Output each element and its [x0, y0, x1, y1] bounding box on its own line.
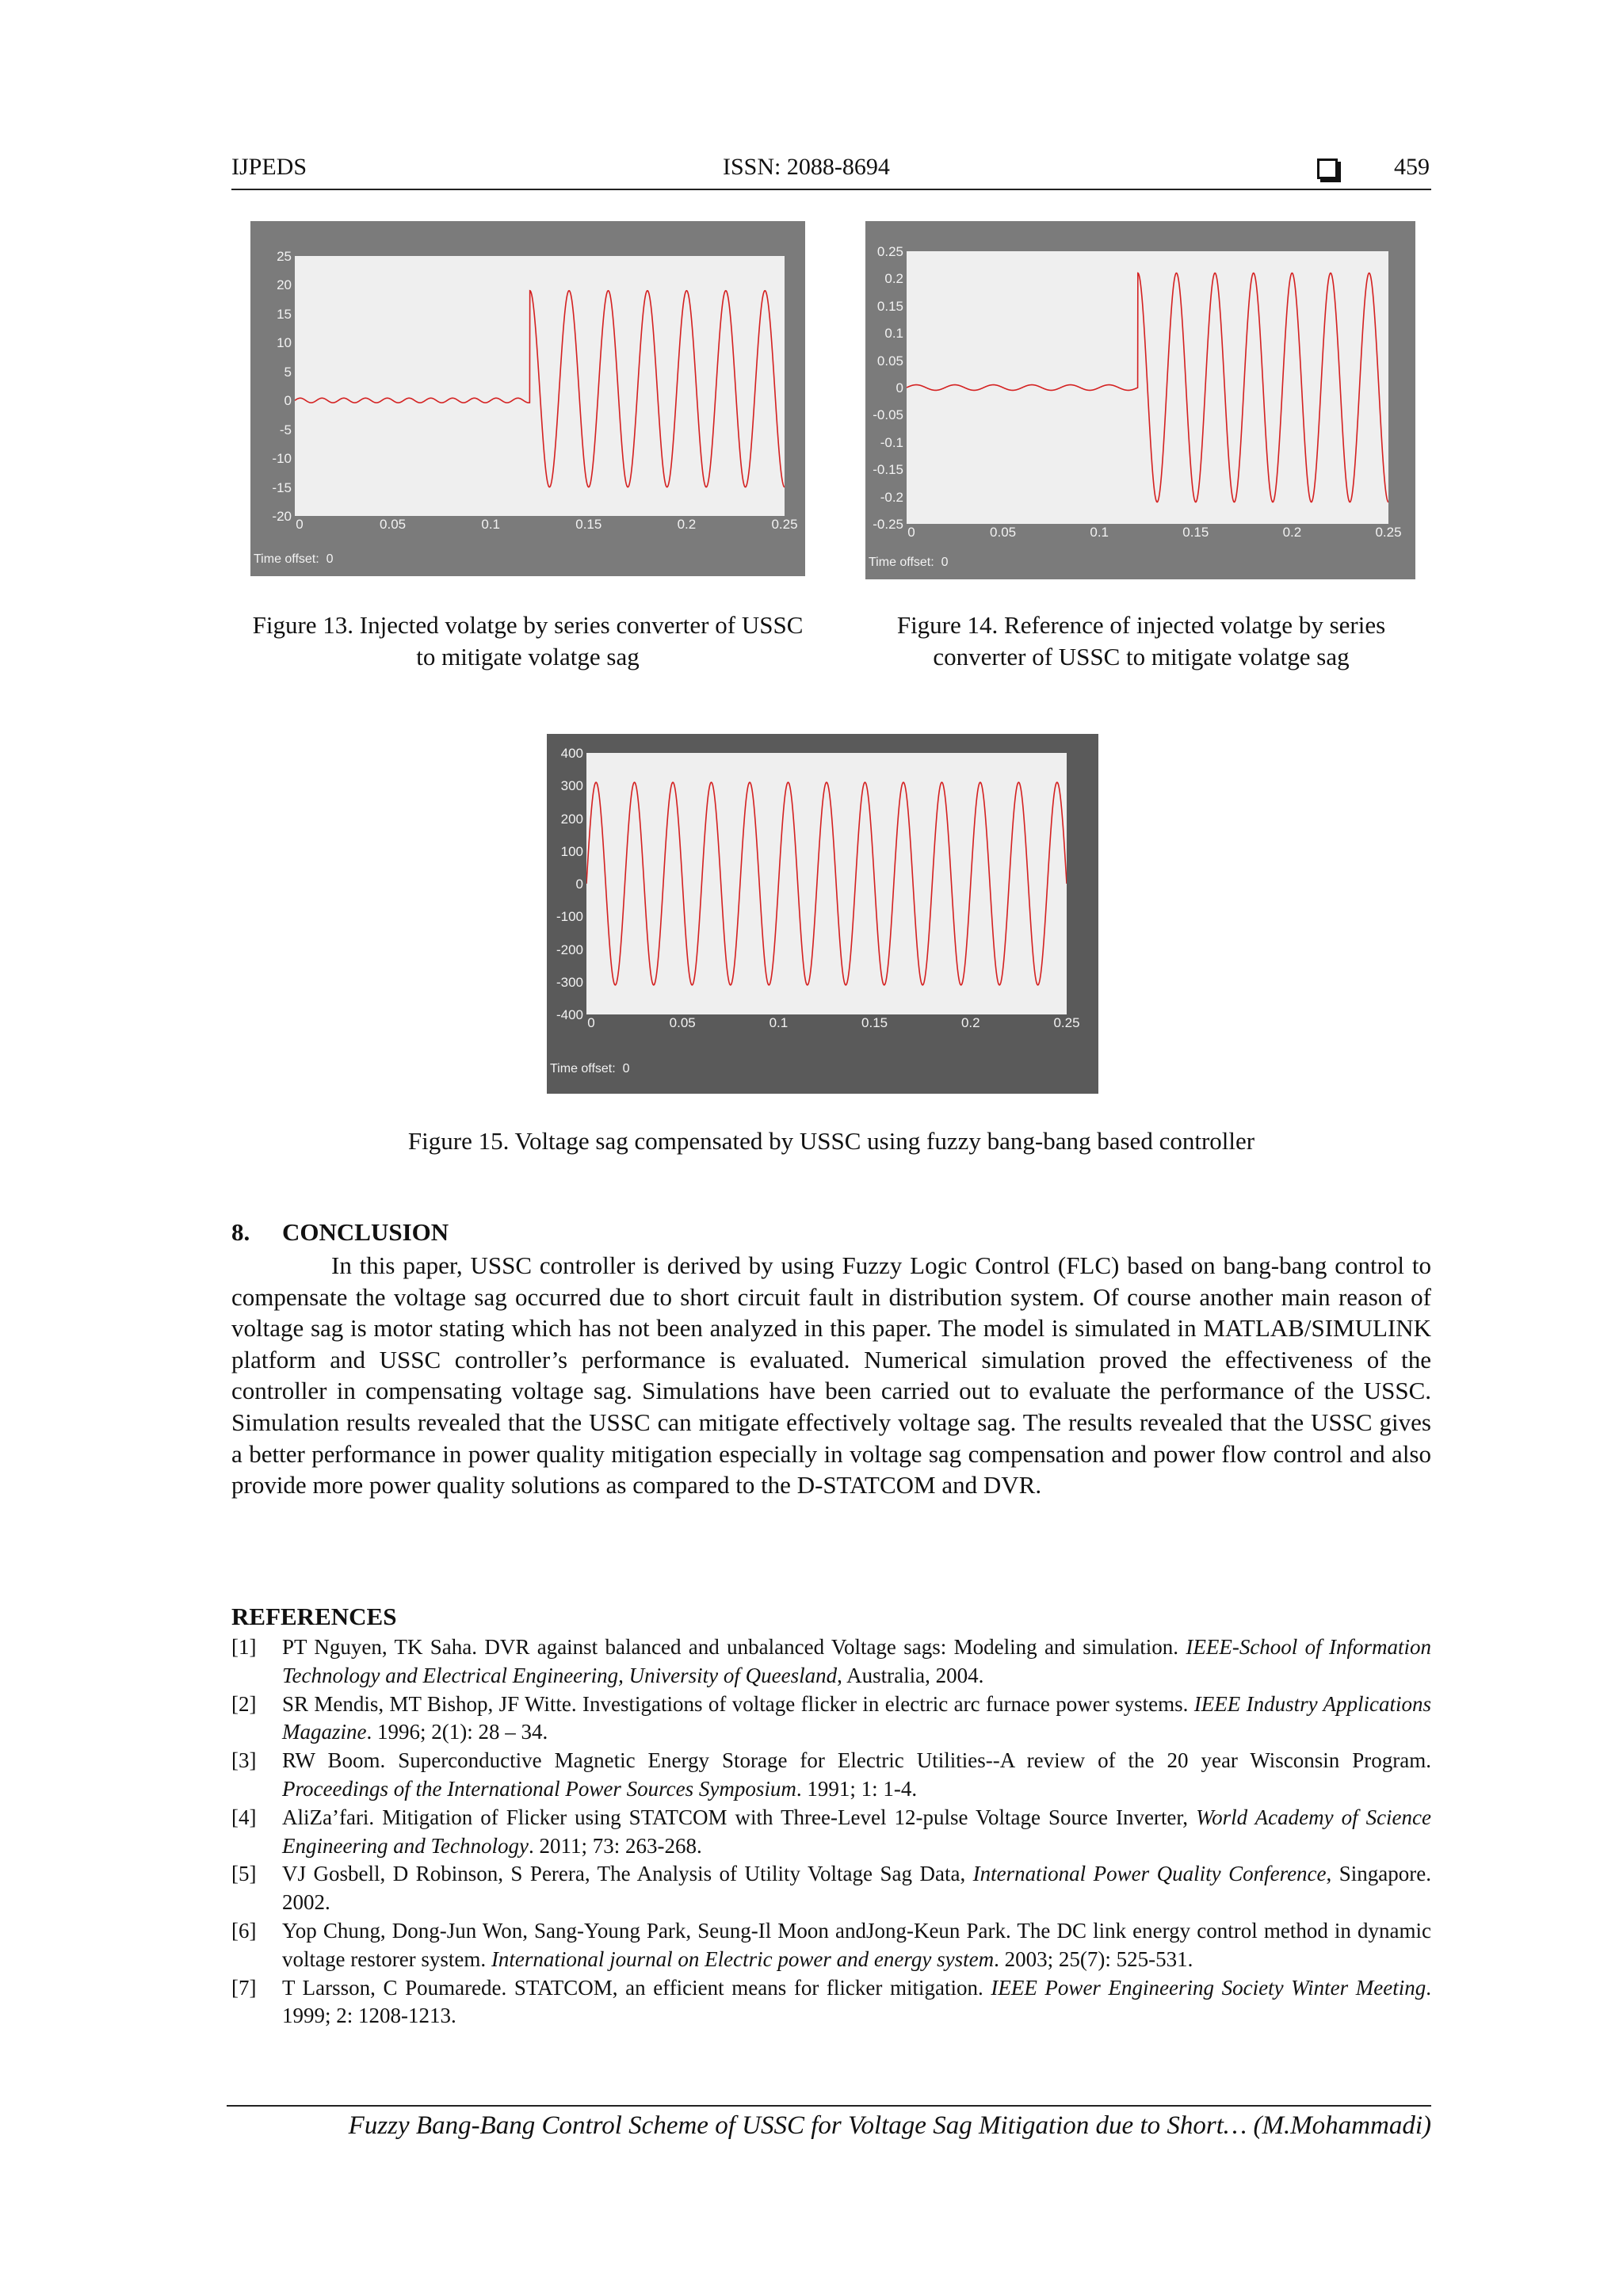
- footer-text: Fuzzy Bang-Bang Control Scheme of USSC for Voltage Sag Mitigation due to Short… (M.Mohammadi): [348, 2111, 1431, 2140]
- reference-text: PT Nguyen, TK Saha. DVR against balanced and unbalanced Voltage sags: Modeling and simulation.: [282, 1635, 1186, 1659]
- reference-item: [231, 1860, 1431, 1917]
- reference-tail: . 1999; 2: 1208-1213.: [282, 1975, 1431, 2028]
- figure-14-chart: [907, 251, 1388, 524]
- reference-text: SR Mendis, MT Bishop, JF Witte. Investigations of voltage flicker in electric arc furnace power systems.: [282, 1691, 1194, 1716]
- reference-number: [6]: [231, 1918, 257, 1943]
- page-footer: [227, 2105, 1431, 2140]
- x-tick-label: 0: [907, 525, 915, 540]
- reference-journal: IEEE-School of Information Technology and Electrical Engineering, University of Queesland: [282, 1635, 1431, 1687]
- x-tick-label: 0.15: [861, 1015, 888, 1030]
- y-tick-label: -100: [556, 909, 583, 925]
- y-tick-label: -200: [556, 942, 583, 957]
- y-tick-label: 0.25: [876, 244, 903, 259]
- y-tick-label: 300: [560, 778, 583, 794]
- y-tick-label: -5: [279, 422, 292, 437]
- figure-13-plot-area: [295, 256, 785, 516]
- reference-journal: International Power Quality Conference: [972, 1862, 1327, 1886]
- figure-15-plot-area: [586, 753, 1067, 1014]
- reference-text: T Larsson, C Poumarede. STATCOM, an efficient means for flicker mitigation.: [282, 1975, 991, 2000]
- reference-item: [231, 1804, 1431, 1861]
- x-tick-label: 0.2: [677, 517, 697, 532]
- y-tick-label: -0.25: [873, 517, 903, 532]
- page-header: [231, 154, 1431, 190]
- figure-13-scope: [250, 221, 805, 576]
- y-tick-label: -300: [556, 974, 583, 990]
- y-tick-label: -0.05: [873, 407, 903, 423]
- references-heading: REFERENCES: [231, 1603, 397, 1630]
- y-tick-label: -0.15: [873, 462, 903, 478]
- reference-journal: Proceedings of the International Power Sources Symposium: [282, 1776, 796, 1801]
- y-tick-label: 25: [277, 249, 292, 264]
- reference-tail: . 2011; 73: 263-268.: [528, 1833, 702, 1858]
- x-tick-label: 0.05: [990, 525, 1017, 540]
- x-tick-label: 0.15: [575, 517, 602, 532]
- y-tick-label: 0: [896, 380, 903, 395]
- series-line: [586, 782, 1067, 985]
- figure-14-time-offset: [869, 556, 949, 570]
- reference-number: [3]: [231, 1748, 257, 1773]
- reference-number: [7]: [231, 1975, 257, 2000]
- section-title: CONCLUSION: [282, 1218, 449, 1246]
- section-number: 8.: [231, 1218, 250, 1246]
- reference-journal: IEEE Industry Applications Magazine: [282, 1691, 1432, 1744]
- y-tick-label: 0.1: [884, 326, 903, 342]
- journal-name: IJPEDS: [231, 154, 307, 180]
- x-tick-label: 0.1: [769, 1015, 789, 1030]
- y-tick-label: -15: [272, 479, 292, 495]
- time-offset-value: 0: [941, 556, 949, 569]
- figure-15-chart: [586, 753, 1067, 1014]
- figure-15-scope: [547, 734, 1098, 1094]
- reference-text: RW Boom. Superconductive Magnetic Energy Storage for Electric Utilities--A review of the 20 year Wisconsin Program.: [282, 1748, 1431, 1773]
- x-tick-label: 0.25: [771, 517, 798, 532]
- y-tick-label: -0.1: [880, 434, 903, 450]
- y-tick-label: 0.05: [876, 353, 903, 369]
- x-tick-label: 0.1: [481, 517, 501, 532]
- time-offset-label: Time offset:: [869, 556, 934, 569]
- figure-15-time-offset: [550, 1062, 630, 1076]
- page-number: 459: [1394, 154, 1430, 180]
- x-tick-label: 0: [296, 517, 304, 532]
- y-tick-label: 100: [560, 843, 583, 859]
- checkbox-icon: [1317, 159, 1338, 179]
- reference-text: Yop Chung, Dong-Jun Won, Sang-Young Park, Seung-Il Moon andJong-Keun Park. The DC link energy control method in dynamic voltage restorer system.: [282, 1918, 1431, 1971]
- reference-tail: , Australia, 2004.: [837, 1663, 984, 1687]
- reference-item: [231, 1690, 1431, 1748]
- reference-tail: . 2003; 25(7): 525-531.: [994, 1946, 1193, 1971]
- reference-tail: . 1996; 2(1): 28 – 34.: [366, 1720, 548, 1744]
- series-line: [295, 291, 785, 487]
- y-tick-label: 0: [284, 393, 292, 409]
- reference-number: [5]: [231, 1862, 257, 1886]
- x-tick-label: 0.05: [669, 1015, 696, 1030]
- y-tick-label: 0.15: [876, 298, 903, 314]
- y-tick-label: 0: [575, 877, 583, 892]
- y-tick-label: -10: [272, 451, 292, 467]
- figure-14-caption: Figure 14. Reference of injected volatge by series converter of USSC to mitigate volatge sag: [896, 611, 1386, 670]
- y-tick-label: 5: [284, 364, 292, 380]
- reference-journal: IEEE Power Engineering Society Winter Meeting: [991, 1975, 1426, 2000]
- figure-13-caption: Figure 13. Injected volatge by series converter of USSC to mitigate volatge sag: [252, 611, 804, 670]
- time-offset-value: 0: [326, 552, 334, 566]
- y-tick-label: 0.2: [884, 271, 903, 287]
- series-line: [907, 273, 1388, 502]
- y-tick-label: 400: [560, 746, 583, 761]
- y-tick-label: -20: [272, 509, 292, 524]
- reference-journal: World Academy of Science Engineering and Technology: [282, 1805, 1432, 1858]
- reference-item: [231, 1917, 1431, 1974]
- x-tick-label: 0: [587, 1015, 595, 1030]
- conclusion-heading: [231, 1218, 449, 1247]
- time-offset-label: Time offset:: [550, 1062, 616, 1075]
- reference-journal: International journal on Electric power and energy system: [491, 1946, 995, 1971]
- x-tick-label: 0.1: [1090, 525, 1109, 540]
- reference-text: AliZa’fari. Mitigation of Flicker using STATCOM with Three-Level 12-pulse Voltage Source Inverter,: [282, 1805, 1197, 1829]
- reference-number: [4]: [231, 1805, 257, 1829]
- reference-tail: , Singapore. 2002.: [282, 1862, 1431, 1915]
- conclusion-text: In this paper, USSC controller is derived by using Fuzzy Logic Control (FLC) based on bang-bang control to compensate the voltage sag occurred due to short circuit fault in distribution system. Of course another main reason of voltage sag is motor stating which has not been analyzed in this paper. The model is simulated in MATLAB/SIMULINK platform and USSC controller’s performance is evaluated. Numerical simulation proved the effectiveness of the controller in compensating voltage sag. Simulations have been carried out to evaluate the performance of the USSC. Simulation results revealed that the USSC can mitigate effectively voltage sag. The results revealed that the USSC gives a better performance in power quality mitigation especially in voltage sag compensation and power flow control and also provide more power quality solutions as compared to the D-STATCOM and DVR.: [231, 1251, 1431, 1499]
- figure-14-scope: [865, 221, 1415, 579]
- figure-14-plot-area: [907, 251, 1388, 524]
- reference-list: [231, 1633, 1431, 2030]
- x-tick-label: 0.05: [380, 517, 407, 532]
- x-tick-label: 0.2: [1282, 525, 1302, 540]
- x-tick-label: 0.15: [1182, 525, 1209, 540]
- reference-text: VJ Gosbell, D Robinson, S Perera, The Analysis of Utility Voltage Sag Data,: [282, 1862, 973, 1886]
- reference-number: [2]: [231, 1691, 257, 1716]
- x-tick-label: 0.25: [1053, 1015, 1080, 1030]
- reference-item: [231, 1747, 1431, 1804]
- reference-number: [1]: [231, 1635, 257, 1659]
- issn: ISSN: 2088-8694: [723, 154, 890, 180]
- y-tick-label: -400: [556, 1007, 583, 1022]
- figure-15-caption: Figure 15. Voltage sag compensated by USSC using fuzzy bang-bang based controller: [407, 1127, 1255, 1155]
- y-tick-label: 10: [277, 335, 292, 351]
- y-tick-label: -0.2: [880, 489, 903, 505]
- y-tick-label: 15: [277, 306, 292, 322]
- figure-13-chart: [295, 256, 785, 516]
- reference-item: [231, 1633, 1431, 1690]
- x-tick-label: 0.2: [960, 1015, 980, 1030]
- x-tick-label: 0.25: [1375, 525, 1402, 540]
- figure-13-time-offset: [254, 552, 334, 567]
- time-offset-value: 0: [622, 1062, 630, 1075]
- reference-item: [231, 1974, 1431, 2031]
- time-offset-label: Time offset:: [254, 552, 319, 566]
- y-tick-label: 20: [277, 277, 292, 293]
- reference-tail: . 1991; 1: 1-4.: [796, 1776, 918, 1801]
- y-tick-label: 200: [560, 811, 583, 827]
